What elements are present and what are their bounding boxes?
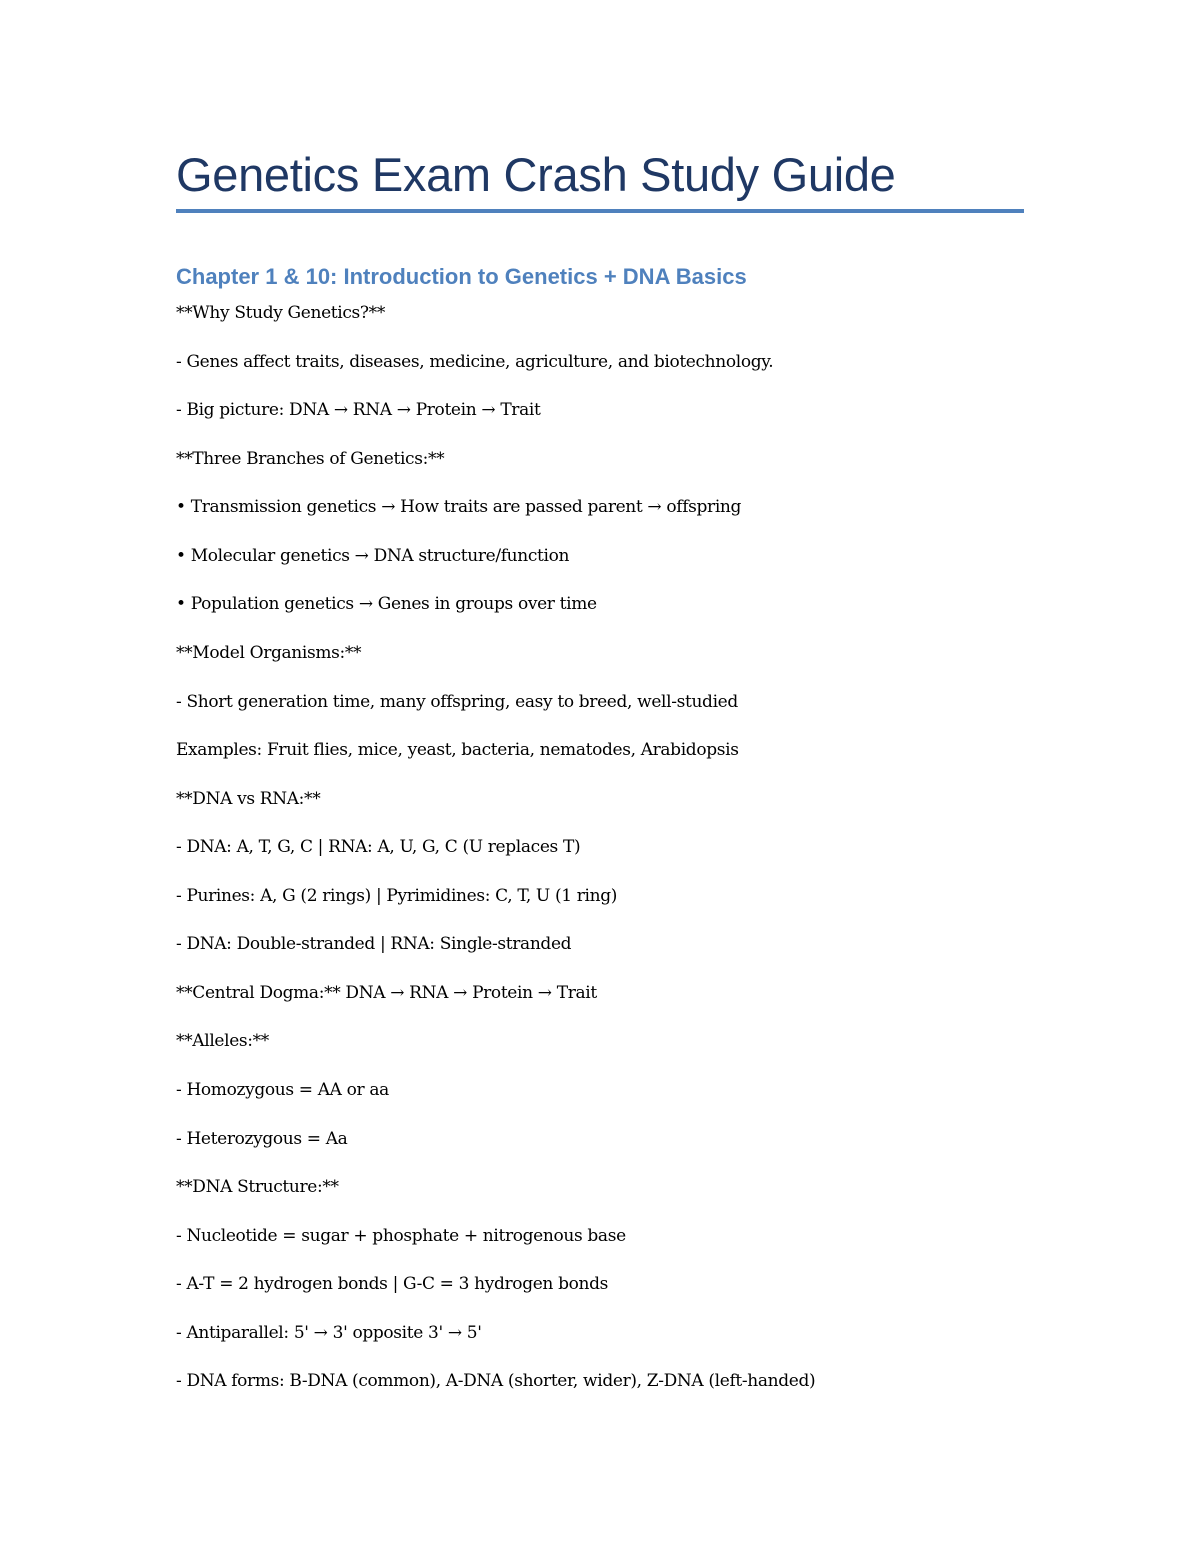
body-line-examples: Examples: Fruit flies, mice, yeast, bacteria, nematodes, Arabidopsis bbox=[176, 740, 739, 760]
body-line-model-organisms: **Model Organisms:** bbox=[176, 643, 362, 663]
body-line-short-generation-time: - Short generation time, many offspring, easy to breed, well-studied bbox=[176, 692, 738, 712]
body-line-nucleotide: - Nucleotide = sugar + phosphate + nitrogenous base bbox=[176, 1226, 626, 1246]
body-line-dna-rna-bases: - DNA: A, T, G, C | RNA: A, U, G, C (U replaces T) bbox=[176, 837, 581, 857]
body-line-transmission-genetics: • Transmission genetics → How traits are passed parent → offspring bbox=[176, 497, 742, 517]
body-line-heterozygous: - Heterozygous = Aa bbox=[176, 1129, 348, 1149]
body-line-alleles: **Alleles:** bbox=[176, 1031, 269, 1051]
section-heading: Chapter 1 & 10: Introduction to Genetics + DNA Basics bbox=[176, 264, 747, 289]
document-title: Genetics Exam Crash Study Guide bbox=[176, 148, 896, 201]
body-line-genes-affect-traits: - Genes affect traits, diseases, medicine, agriculture, and biotechnology. bbox=[176, 352, 774, 372]
body-line-why-study-genetics: **Why Study Genetics?** bbox=[176, 303, 385, 323]
body-line-dna-structure: **DNA Structure:** bbox=[176, 1177, 339, 1197]
body-line-dna-forms: - DNA forms: B-DNA (common), A-DNA (shorter, wider), Z-DNA (left-handed) bbox=[176, 1371, 816, 1391]
body-line-hydrogen-bonds: - A-T = 2 hydrogen bonds | G-C = 3 hydrogen bonds bbox=[176, 1274, 609, 1294]
body-line-three-branches: **Three Branches of Genetics:** bbox=[176, 449, 445, 469]
body-line-population-genetics: • Population genetics → Genes in groups over time bbox=[176, 594, 597, 614]
body-line-dna-vs-rna: **DNA vs RNA:** bbox=[176, 789, 321, 809]
body-line-purines-pyrimidines: - Purines: A, G (2 rings) | Pyrimidines: C, T, U (1 ring) bbox=[176, 886, 618, 906]
body-line-antiparallel: - Antiparallel: 5' → 3' opposite 3' → 5' bbox=[176, 1323, 482, 1343]
body-line-big-picture: - Big picture: DNA → RNA → Protein → Trait bbox=[176, 400, 541, 420]
body-line-central-dogma: **Central Dogma:** DNA → RNA → Protein → Trait bbox=[176, 983, 597, 1003]
body-line-homozygous: - Homozygous = AA or aa bbox=[176, 1080, 389, 1100]
body-line-strandedness: - DNA: Double-stranded | RNA: Single-stranded bbox=[176, 934, 572, 954]
title-underline-rule bbox=[176, 209, 1024, 213]
body-line-molecular-genetics: • Molecular genetics → DNA structure/function bbox=[176, 546, 570, 566]
